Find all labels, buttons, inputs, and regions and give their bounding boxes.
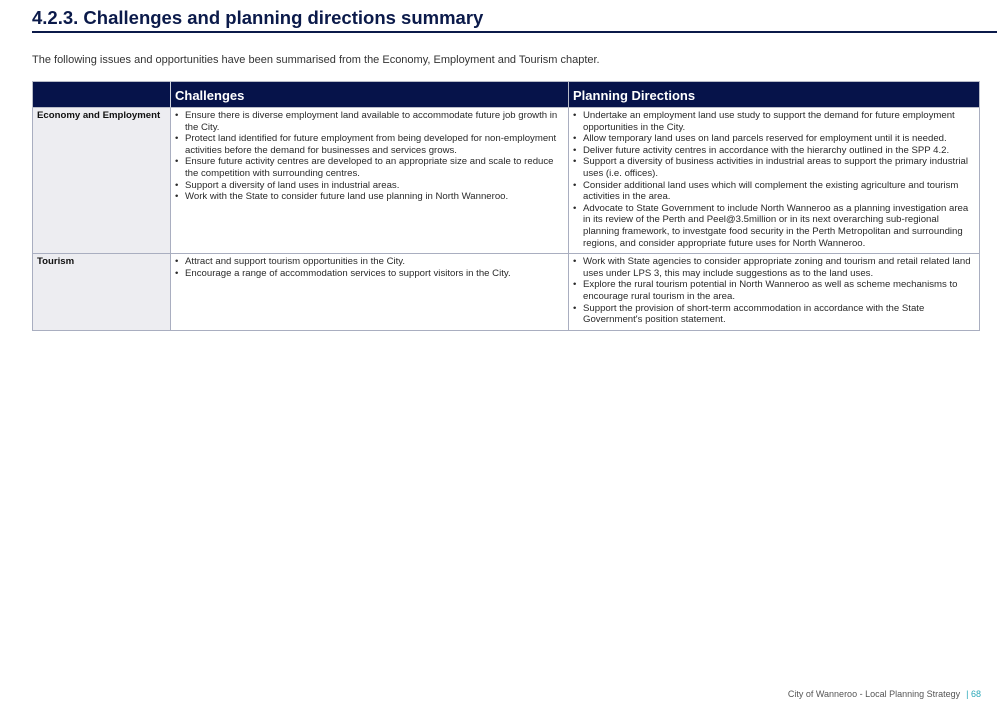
footer-page-number: | 68	[966, 689, 981, 699]
list-item: • Undertake an employment land use study to support the demand for future employment opportunities in the City.	[573, 110, 975, 133]
row-label-tourism: Tourism	[33, 254, 171, 331]
list-item: • Encourage a range of accommodation services to support visitors in the City.	[175, 268, 564, 280]
intro-paragraph: The following issues and opportunities have been summarised from the Economy, Employment and Tourism chapter.	[32, 54, 600, 66]
footer-document-title: City of Wanneroo - Local Planning Strategy	[787, 689, 961, 699]
table-row-economy	[33, 108, 980, 254]
economy-challenges-cell	[171, 108, 569, 254]
economy-challenges-list	[175, 110, 564, 203]
list-item: • Explore the rural tourism potential in North Wanneroo as well as scheme mechanisms to encourage rural tourism in the area.	[573, 279, 975, 302]
table-row-tourism	[33, 254, 980, 331]
list-item: • Work with the State to consider future land use planning in North Wanneroo.	[175, 191, 564, 203]
list-item: • Support a diversity of land uses in industrial areas.	[175, 180, 564, 192]
tourism-challenges-list	[175, 256, 564, 279]
list-item: • Support a diversity of business activities in industrial areas to support the primary industrial uses (i.e. offices).	[573, 156, 975, 179]
tourism-directions-list	[573, 256, 975, 326]
list-item: • Protect land identified for future employment from being developed for non-employment activities before the demand for businesses and services grows.	[175, 133, 564, 156]
list-item: • Advocate to State Government to include North Wanneroo as a planning investigation area in its review of the Perth and Peel@3.5million or in its next overarching sub-regional planning framework, to investgate food security in the Perth Metropolitan and surrounding regions, and consider appropriate future uses for North Wanneroo.	[573, 203, 975, 249]
list-item: • Support the provision of short-term accommodation in accordance with the State Government's position statement.	[573, 303, 975, 326]
list-item: • Ensure there is diverse employment land available to accommodate future job growth in the City.	[175, 110, 564, 133]
list-item: • Consider additional land uses which will complement the existing agriculture and tourism activities in the area.	[573, 180, 975, 203]
title-divider	[32, 31, 997, 33]
tourism-challenges-cell	[171, 254, 569, 331]
list-item: • Allow temporary land uses on land parcels reserved for employment until it is needed.	[573, 133, 975, 145]
list-item: • Attract and support tourism opportunities in the City.	[175, 256, 564, 268]
page-title: 4.2.3. Challenges and planning directions summary	[32, 7, 484, 28]
economy-directions-list	[573, 110, 975, 249]
economy-directions-cell	[569, 108, 980, 254]
list-item: • Ensure future activity centres are developed to an appropriate size and scale to reduce the competition with surrounding centres.	[175, 156, 564, 179]
header-blank	[33, 82, 171, 108]
table-header-row	[33, 82, 980, 108]
summary-table	[32, 81, 980, 331]
list-item: • Deliver future activity centres in accordance with the hierarchy outlined in the SPP 4.2.	[573, 145, 975, 157]
row-label-economy: Economy and Employment	[33, 108, 171, 254]
list-item: • Work with State agencies to consider appropriate zoning and tourism and retail related land uses under LPS 3, this may include suggestions as to the land uses.	[573, 256, 975, 279]
header-planning-directions: Planning Directions	[569, 82, 980, 108]
header-challenges: Challenges	[171, 82, 569, 108]
page-footer	[788, 689, 981, 699]
tourism-directions-cell	[569, 254, 980, 331]
